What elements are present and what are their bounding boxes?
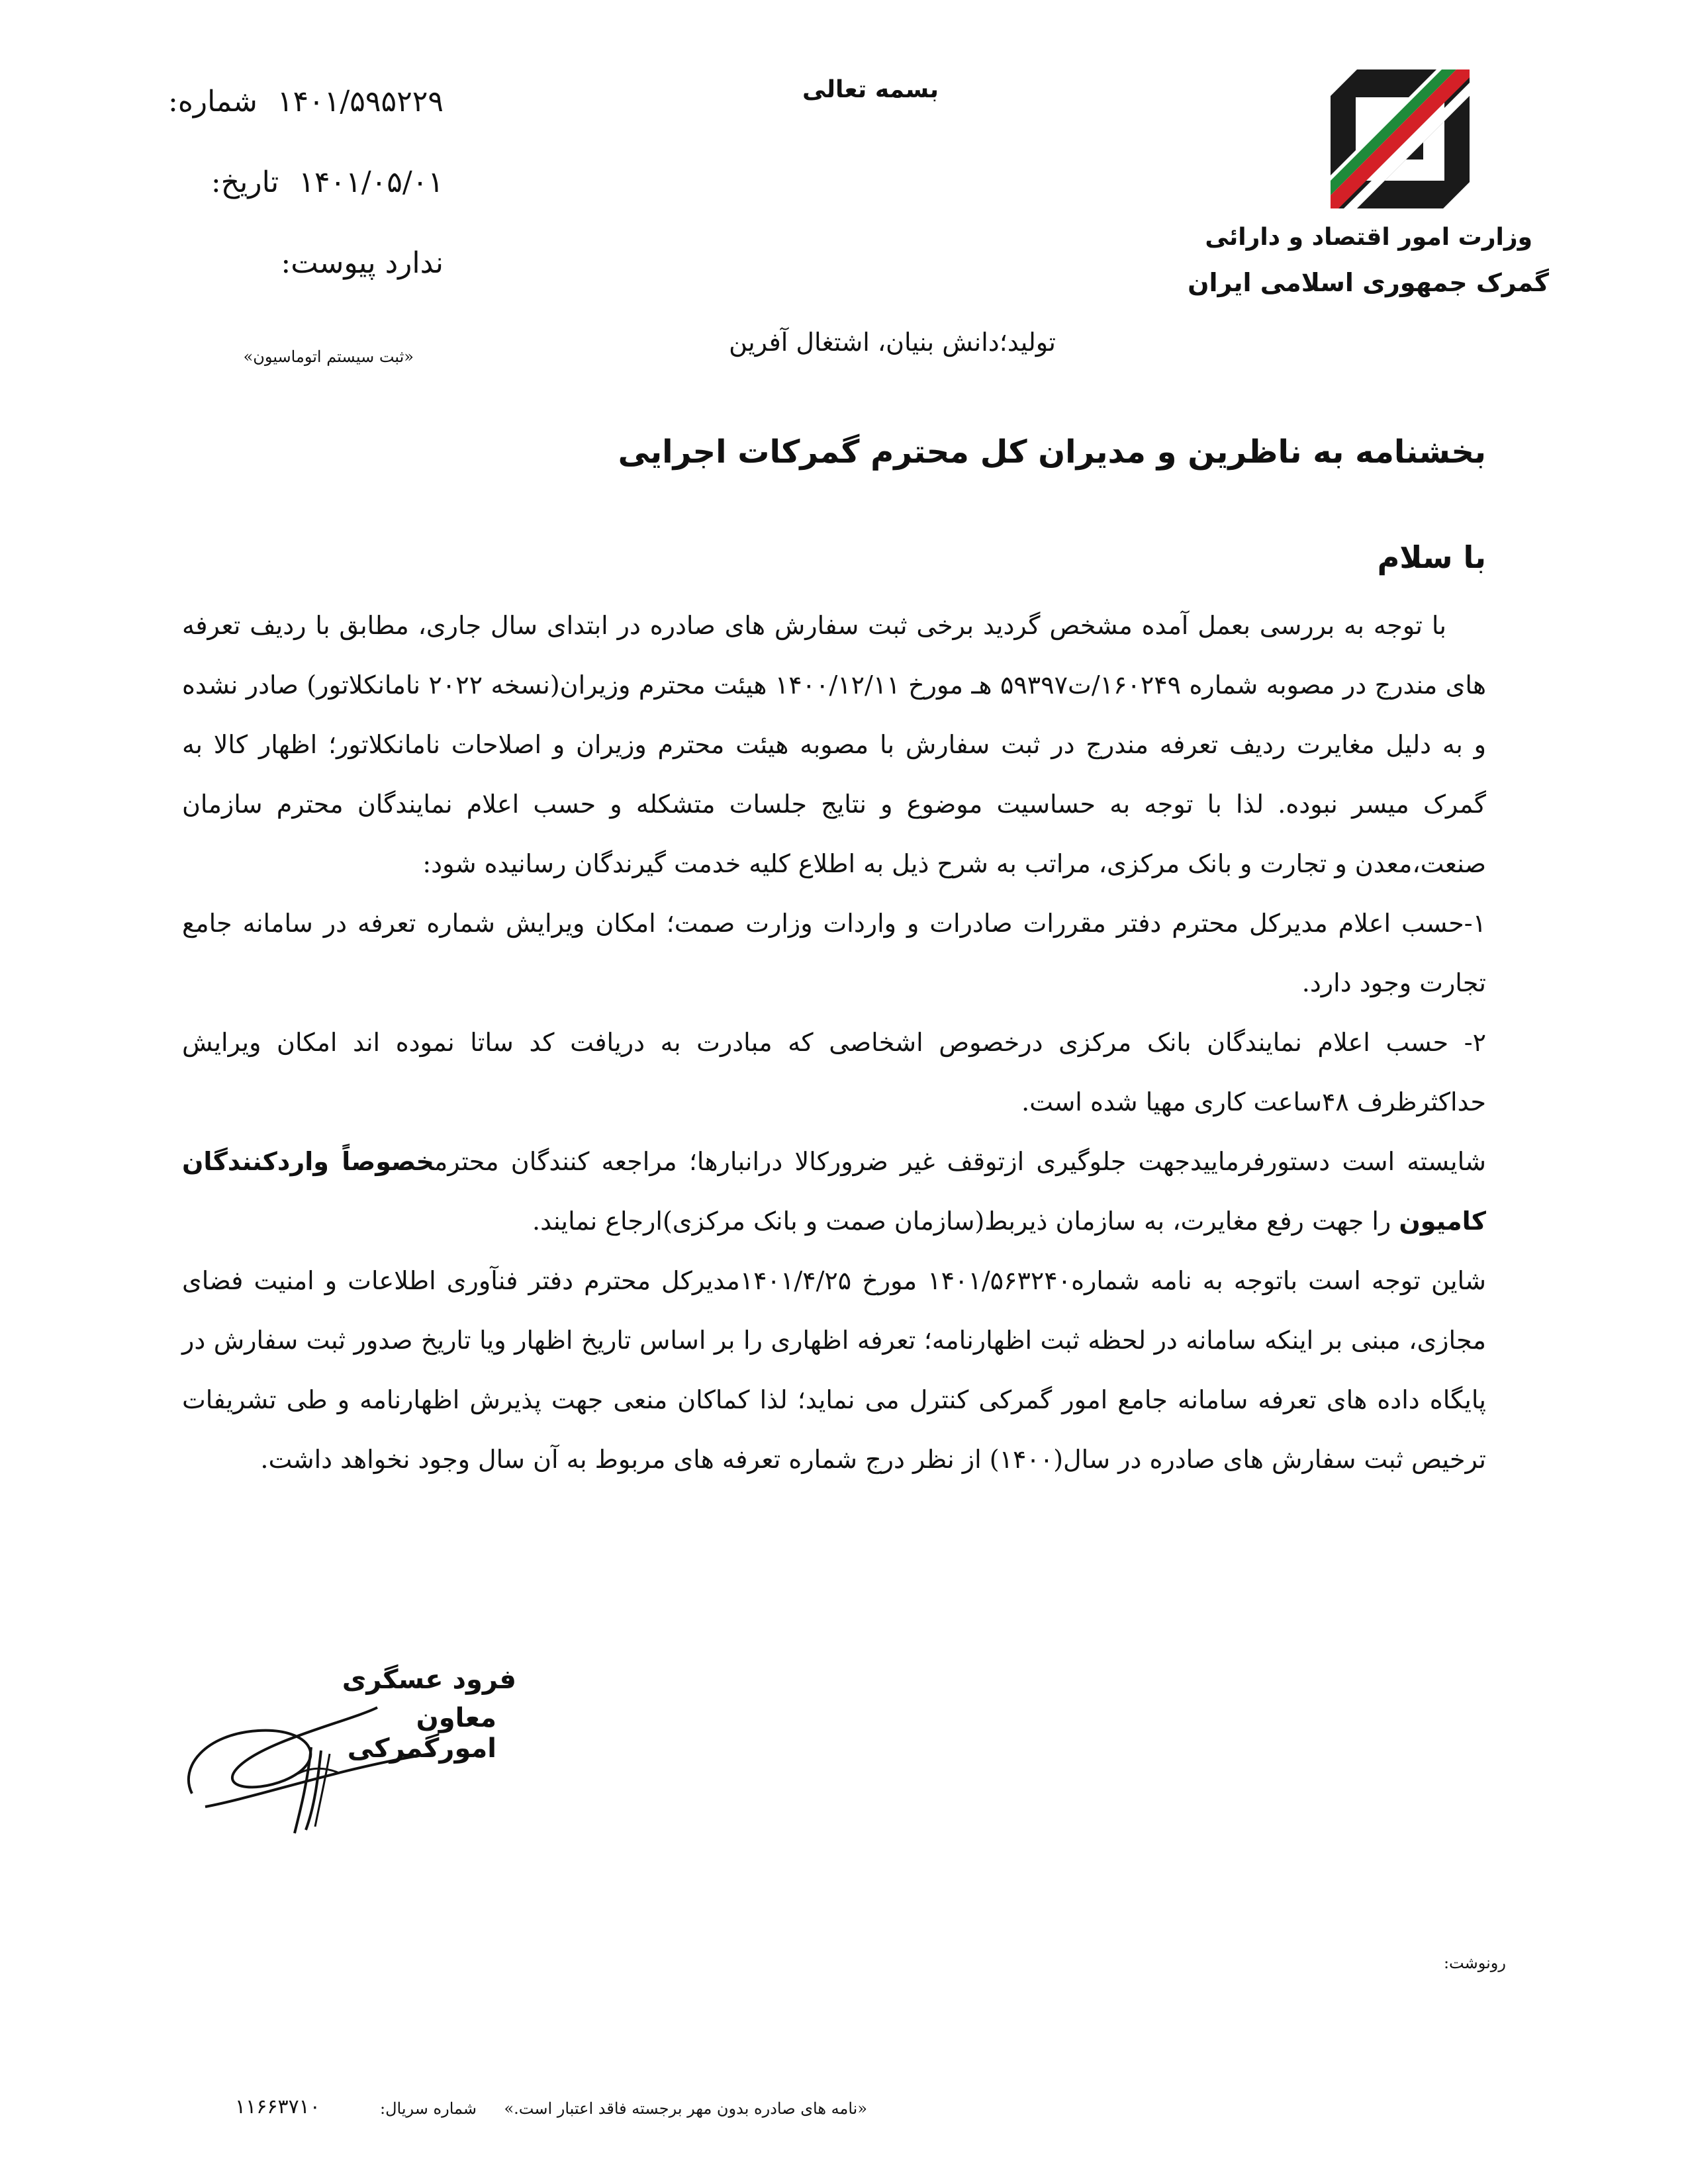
paragraph-4 bbox=[182, 1132, 1486, 1251]
paragraph-4-bold: خصوصاً واردکنندگان کامیون bbox=[182, 1147, 1486, 1236]
serial-value: ۱۱۶۶۳۷۱۰ bbox=[235, 2095, 320, 2118]
paragraph-5: شاین توجه است باتوجه به نامه شماره۱۴۰۱/۵۶۳۲۴۰ مورخ ۱۴۰۱/۴/۲۵مدیرکل محترم دفتر فنآوری اطلاعات و امنیت فضای مجازی، مبنی بر اینکه سامانه در لحظه ثبت اظهارنامه؛ تعرفه اظهاری را بر اساس تاریخ اظهار ویا تاریخ صدور ثبت سفارش در پایگاه داده های تعرفه سامانه جامع امور گمرکی کنترل می نماید؛ لذا کماکان منعی جهت پذیرش اظهارنامه و طی تشریفات ترخیص ثبت سفارش های صادره در سال(۱۴۰۰) از نظر درج شماره تعرفه های مربوط به آن سال وجود نخواهد داشت. bbox=[182, 1266, 1486, 1474]
attachment-value: ندارد bbox=[385, 246, 444, 280]
attachment-label: پیوست: bbox=[281, 246, 376, 280]
paragraph-3: ۲- حسب اعلام نمایندگان بانک مرکزی درخصوص اشخاصی که مبادرت به دریافت کد ساتا نموده اند امکان ویرایش حداکثرظرف ۴۸ساعت کاری مهیا شده است. bbox=[182, 1028, 1486, 1116]
signatory-title: معاون امورگمرکی bbox=[347, 1703, 496, 1764]
customs-name: گمرک جمهوری اسلامی ایران bbox=[1188, 268, 1549, 297]
serial-label: شماره سریال: bbox=[380, 2099, 477, 2118]
ministry-name: وزارت امور اقتصاد و دارائی bbox=[1205, 224, 1532, 251]
letter-number bbox=[168, 85, 444, 131]
paragraph-1: با توجه به بررسی بعمل آمده مشخص گردید برخی ثبت سفارش های صادره در ابتدای سال جاری، مطابق با ردیف تعرفه های مندرج در مصوبه شماره ۱۶۰۲۴۹/ت۵۹۳۹۷ هـ مورخ ۱۴۰۰/۱۲/۱۱ هیئت محترم وزیران(نسخه ۲۰۲۲ نامانکلاتور) صادر نشده و به دلیل مغایرت ردیف تعرفه مندرج در ثبت سفارش با مصوبه هیئت محترم وزیران و اصلاحات نامانکلاتور؛ اظهار کالا به گمرک میسر نبوده. لذا با توجه به حساسیت موضوع و نتایج جلسات متشکله و حسب اعلام نمایندگان محترم سازمان صنعت،معدن و تجارت و بانک مرکزی، مراتب به شرح ذیل به اطلاع کلیه خدمت گیرندگان رسانیده شود: bbox=[182, 611, 1487, 878]
greeting: با سلام bbox=[1377, 539, 1486, 575]
paragraph-2: ۱-حسب اعلام مدیرکل محترم دفتر مقررات صادرات و واردات وزارت صمت؛ امکان ویرایش شماره تعرفه در سامانه جامع تجارت وجود دارد. bbox=[182, 909, 1486, 997]
cc-label: رونوشت: bbox=[1443, 1954, 1506, 1972]
number-value: ۱۴۰۱/۵۹۵۲۲۹ bbox=[277, 85, 444, 118]
system-note: «ثبت سیستم اتوماسیون» bbox=[243, 347, 414, 366]
date-value: ۱۴۰۱/۰۵/۰۱ bbox=[299, 165, 444, 199]
bismillah-heading: بسمه تعالی bbox=[802, 76, 939, 103]
number-label: شماره: bbox=[168, 85, 258, 118]
circular-title: بخشنامه به ناظرین و مدیران کل محترم گمرکات اجرایی bbox=[618, 433, 1486, 471]
letter-attachment bbox=[281, 246, 444, 293]
letter-body bbox=[182, 596, 1486, 1489]
validity-note: «نامه های صادره بدون مهر برجسته فاقد اعتبار است.» bbox=[504, 2099, 867, 2118]
customs-logo-icon bbox=[1331, 69, 1470, 208]
date-label: تاریخ: bbox=[211, 165, 279, 199]
paragraph-4-part-2: را جهت رفع مغایرت، به سازمان ذیربط(سازمان صمت و بانک مرکزی)ارجاع نمایند. bbox=[532, 1206, 1399, 1236]
signatory-name: فرود عسگری bbox=[342, 1664, 516, 1695]
paragraph-4-part-1: شایسته است دستورفرماییدجهت جلوگیری ازتوقف غیر ضرورکالا درانبارها؛ مراجعه کنندگان محترم bbox=[434, 1147, 1486, 1176]
letter-date bbox=[211, 165, 444, 212]
year-slogan: تولید؛دانش بنیان، اشتغال آفرین bbox=[729, 328, 1056, 357]
